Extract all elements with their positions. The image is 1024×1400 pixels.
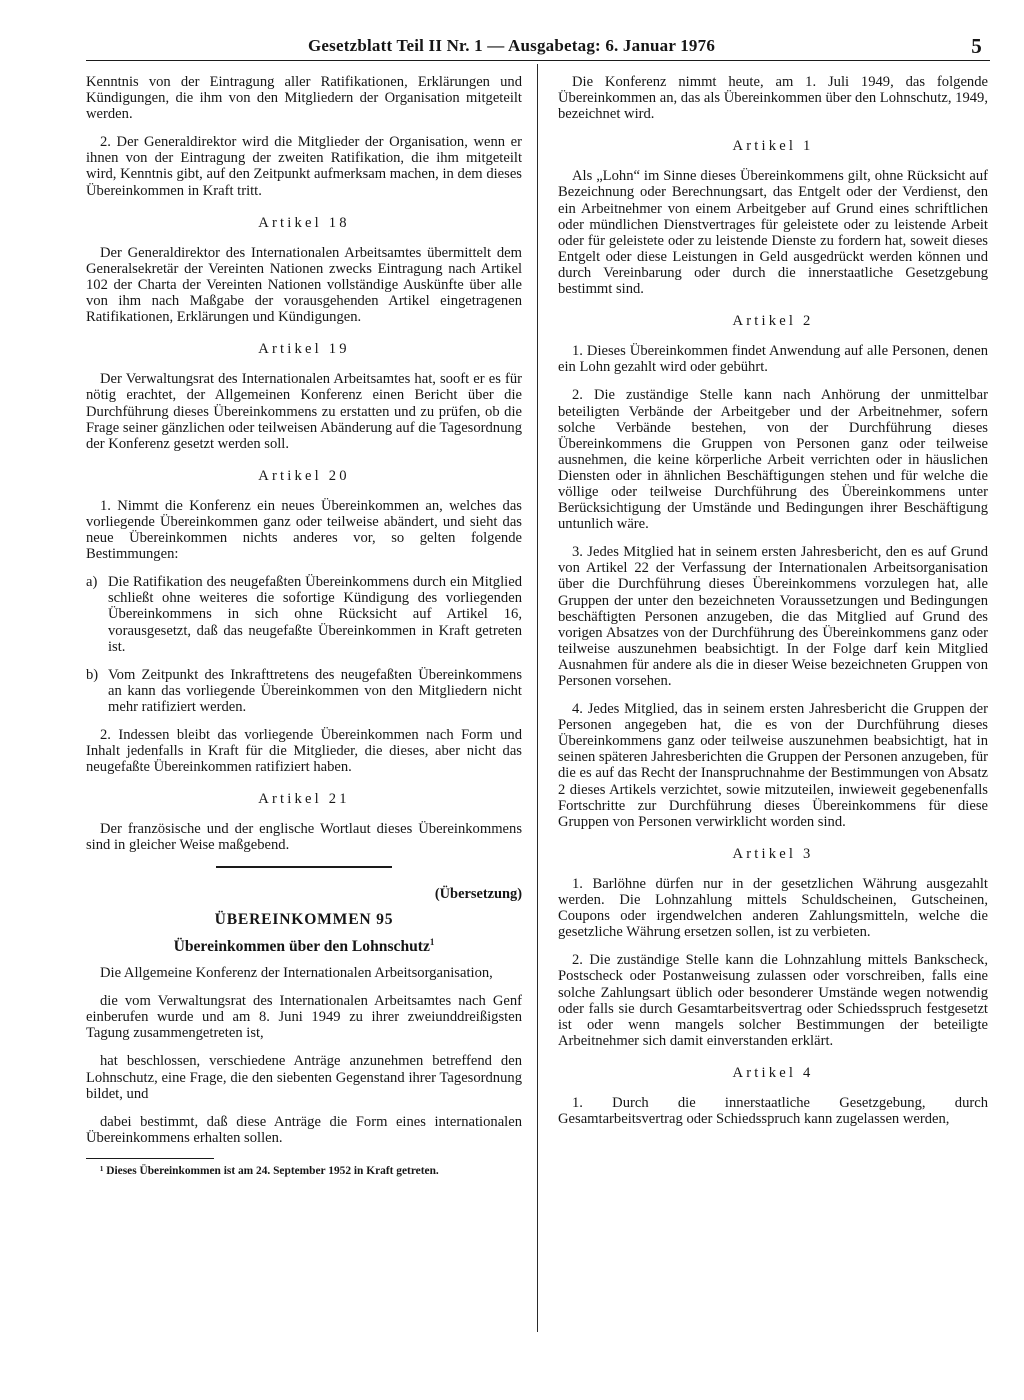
paragraph: 1. Nimmt die Konferenz ein neues Übereinkommen an, welches das vorliegende Übereinkommen ganz oder teilweise abändert, und sieht das neue Übereinkommen nichts anderes vor, so gelten folgende Bestimmungen: xyxy=(86,497,522,563)
article-heading: Artikel 18 xyxy=(258,214,350,231)
paragraph: 2. Indessen bleibt das vorliegende Übereinkommen nach Form und Inhalt jedenfalls in Kraft für die Mitglieder, die dieses, aber nicht das neugefaßte Übereinkommen ratifiziert haben. xyxy=(86,727,522,776)
article-heading: Artikel 4 xyxy=(732,1064,814,1081)
page-number: 5 xyxy=(971,34,982,58)
article-heading: Artikel 3 xyxy=(732,845,814,862)
list-item xyxy=(86,667,522,715)
paragraph: hat beschlossen, verschiedene Anträge anzunehmen betreffend den Lohnschutz, eine Frage, die den siebenten Gegenstand ihrer Tagesordnung bildet, und xyxy=(86,1053,522,1102)
paragraph: 2. Die zuständige Stelle kann nach Anhörung der unmittelbar beteiligten Verbände der Arbeitgeber und der Arbeitnehmer, sofern solche Verbände bestehen, von der Durchführung dieses Übereinkommens die Gruppen von Personen ganz oder teilweise ausnehmen, die keine körperliche Arbeit verrichten oder in häuslichen Diensten oder in ähnlichen Beschäftigungen stehen und für welche die völlige oder teilweise Durchführung des Übereinkommens unter Berücksichtigung der Umstände und Bedingungen ihrer Beschäftigung untunlich wäre. xyxy=(558,387,988,533)
translation-note: (Übersetzung) xyxy=(434,885,522,902)
footnote: ¹ Dieses Übereinkommen ist am 24. September 1952 in Kraft getreten. xyxy=(100,1164,439,1177)
article-heading: Artikel 19 xyxy=(258,341,350,358)
paragraph: 1. Dieses Übereinkommen findet Anwendung auf alle Personen, denen ein Lohn gezahlt wird oder gebührt. xyxy=(558,343,988,376)
convention-subtitle xyxy=(86,934,522,955)
list-item-text: Die Ratifikation des neugefaßten Übereinkommens durch ein Mitglied schließt ohne weiteres die sofortige Kündigung des vorliegenden Übereinkommens in sich ohne Rücksicht auf Artikel 16, vorausgesetzt, daß das neugefaßte Übereinkommen in Kraft getreten ist. xyxy=(108,574,522,655)
article-heading: Artikel 20 xyxy=(258,467,350,484)
paragraph: 1. Durch die innerstaatliche Gesetzgebung, durch Gesamtarbeitsvertrag oder Schiedsspruch kann zugelassen werden, xyxy=(558,1094,988,1128)
paragraph: dabei bestimmt, daß diese Anträge die Form eines internationalen Übereinkommens erhalten sollen. xyxy=(86,1113,522,1146)
left-column xyxy=(86,74,522,1190)
paragraph: Die Konferenz nimmt heute, am 1. Juli 1949, das folgende Übereinkommen an, das als Übereinkommen über den Lohnschutz, 1949, bezeichnet wird. xyxy=(558,74,988,123)
page-header xyxy=(86,36,990,61)
convention-title: ÜBEREINKOMMEN 95 xyxy=(214,910,394,928)
paragraph: 2. Der Generaldirektor wird die Mitglieder der Organisation, wenn er ihnen von der Eintragung der zweiten Ratifikation, die ihm mitgeteilt wird, Kenntnis gibt, auf den Zeitpunkt aufmerksam machen, in dem dieses Übereinkommen in Kraft tritt. xyxy=(86,134,522,199)
paragraph: 3. Jedes Mitglied hat in seinem ersten Jahresbericht, den es auf Grund von Artikel 22 der Verfassung der Internationalen Arbeitsorganisation über die Durchführung dieses Übereinkommens vorzulegen hat, alle Gruppen der unter den bezeichneten Voraussetzungen und Bedingungen beschäftigten Personen anzugeben, die das Mitglied auf Grund des vorigen Absatzes von der Durchführung des Übereinkommens ganz oder teilweise auszunehmen beabsichtigt. In der Folge darf kein Mitglied Ausnahmen für andere als die in dieser Weise bezeichneten Gruppen von Personen vorsehen. xyxy=(558,544,988,689)
paragraph: 1. Barlöhne dürfen nur in der gesetzlichen Währung ausgezahlt werden. Die Lohnzahlung mittels Schuldscheinen, Gutscheinen, Coupons oder irgendwelchen anderen Zahlungsmitteln, welche die gesetzliche Währung ersetzen sollen, ist zu verbieten. xyxy=(558,875,988,941)
section-separator xyxy=(216,866,392,868)
footnote-marker: 1 xyxy=(429,936,435,947)
paragraph: Als „Lohn“ im Sinne dieses Übereinkommens gilt, ohne Rücksicht auf Bezeichnung oder Berechnungsart, das Entgelt oder der Verdienst, den ein Arbeitnehmer von einem Arbeitgeber auf Grund eines schriftlichen oder mündlichen Dienstvertrages für geleistete oder zu leistende Arbeit oder für geleistete oder zu leistende Dienste zu fordern hat, soweit dieses Entgelt oder diese Leistungen in Geld ausgedrückt werden können und durch Vereinbarung oder durch die innerstaatliche Gesetzgebung bestimmt sind. xyxy=(558,168,988,298)
footnote-rule xyxy=(86,1158,214,1159)
article-heading: Artikel 1 xyxy=(732,138,814,155)
list-item-text: Vom Zeitpunkt des Inkrafttretens des neugefaßten Übereinkommens an kann das vorliegende Übereinkommen von den Mitgliedern nicht mehr ratifiziert werden. xyxy=(108,666,522,715)
paragraph: Kenntnis von der Eintragung aller Ratifikationen, Erklärungen und Kündigungen, die ihm von den Mitgliedern der Organisation mitgeteilt werden. xyxy=(86,74,522,123)
paragraph: 4. Jedes Mitglied, das in seinem ersten Jahresbericht die Gruppen der Personen angegeben hat, die es von der Durchführung dieses Übereinkommens ganz oder teilweise auszunehmen beabsichtigt, hat in seinen späteren Jahresberichten die Gruppen der Personen anzugeben, für die es auf das Recht der Inanspruchnahme der Bestimmungen von Absatz 2 dieses Artikels verzichtet, sowie mitzuteilen, inwieweit gegebenenfalls Fortschritte zur Durchführung dieses Übereinkommens für diese Gruppen von Personen verwirklicht worden sind. xyxy=(558,701,988,830)
paragraph: Der französische und der englische Wortlaut dieses Übereinkommens sind in gleicher Weise maßgebend. xyxy=(86,821,522,854)
list-item-label: b) xyxy=(86,666,99,683)
gazette-title: Gesetzblatt Teil II Nr. 1 — Ausgabetag: 6. Januar 1976 xyxy=(308,36,716,55)
paragraph: Der Generaldirektor des Internationalen Arbeitsamtes übermittelt dem Generalsekretär der Vereinten Nationen zwecks Eintragung nach Artikel 102 der Charta der Vereinten Nationen vollständige Auskünfte über alle von ihm nach Maßgabe der vorausgehenden Artikel eingetragenen Ratifikationen, Erklärungen und Kündigungen. xyxy=(86,244,522,326)
convention-subtitle-text: Übereinkommen über den Lohnschutz xyxy=(173,937,430,955)
paragraph: Die Allgemeine Konferenz der Internationalen Arbeitsorganisation, xyxy=(100,965,493,982)
list-item xyxy=(86,574,522,654)
right-column xyxy=(558,74,988,1139)
list-item-label: a) xyxy=(86,574,98,591)
paragraph: die vom Verwaltungsrat des Internationalen Arbeitsamtes nach Genf einberufen wurde und am 8. Juni 1949 zu ihrer zweiunddreißigsten Tagung zusammengetreten ist, xyxy=(86,993,522,1042)
article-heading: Artikel 21 xyxy=(258,791,350,808)
column-divider xyxy=(537,64,538,1332)
paragraph: 2. Die zuständige Stelle kann die Lohnzahlung mittels Bankscheck, Postscheck oder Postanweisung zulassen oder vorschreiben, falls eine solche Zahlungsart üblich oder besonderer Umstände wegen notwendig oder falls sie durch Gesamtarbeitsvertrag oder Schiedsspruch festgesetzt ist oder wenn mangels solcher Bestimmungen der beteiligte Arbeitnehmer sich damit einverstanden erklärt. xyxy=(558,952,988,1049)
article-heading: Artikel 2 xyxy=(732,313,814,330)
paragraph: Der Verwaltungsrat des Internationalen Arbeitsamtes hat, sooft er es für nötig erachtet, der Allgemeinen Konferenz einen Bericht über die Durchführung dieses Übereinkommens zu erstatten und zu prüfen, ob die Frage seiner gänzlichen oder teilweisen Abänderung auf die Tagesordnung der Konferenz gesetzt werden soll. xyxy=(86,371,522,452)
